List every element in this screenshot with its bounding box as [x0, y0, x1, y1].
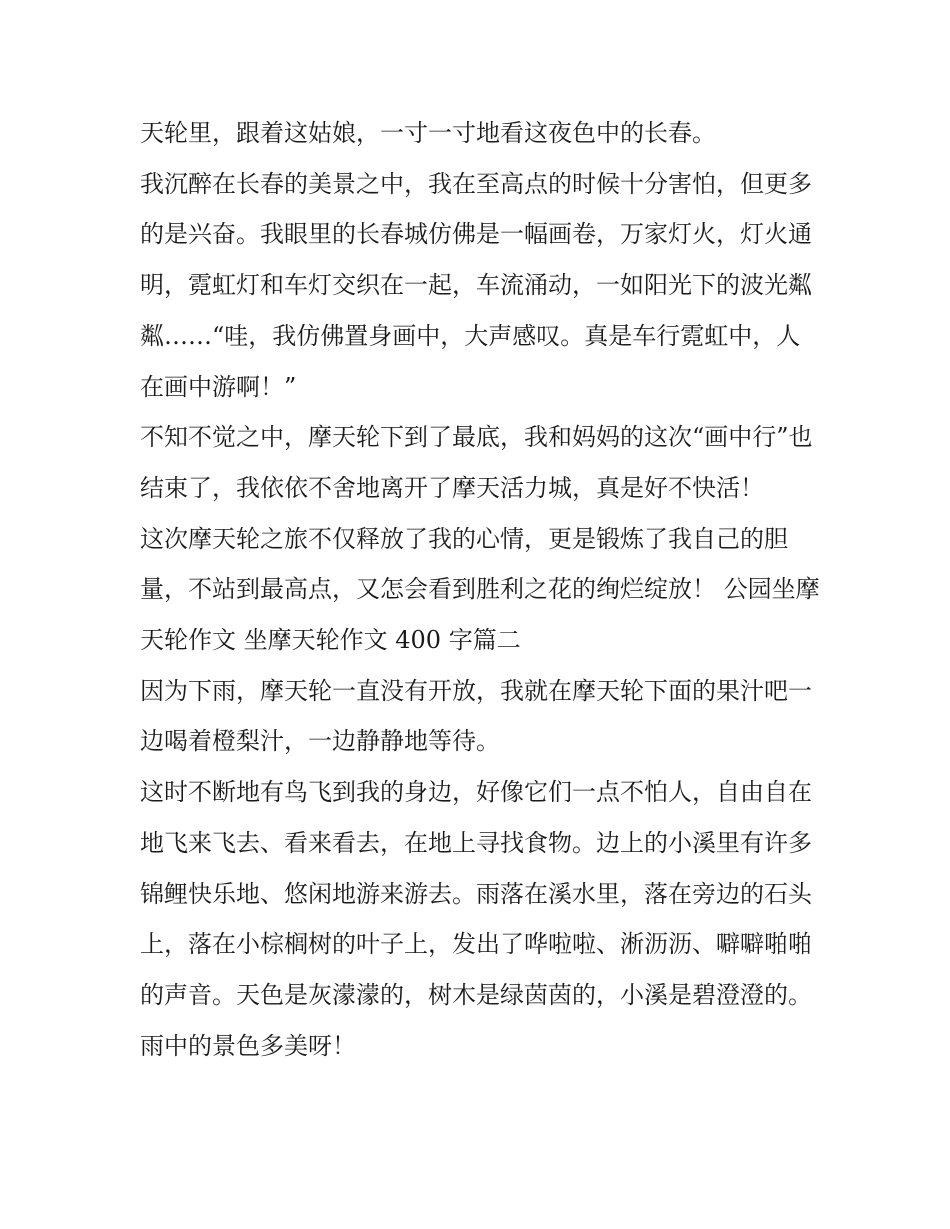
- paragraph-6: 这时不断地有鸟飞到我的身边，好像它们一点不怕人，自由自在地飞来飞去、看来看去，在地上寻找食物。边上的小溪里有许多锦鲤快乐地、悠闲地游来游去。雨落在溪水里，落在旁边的石头上，落在小棕榈树的叶子上，发出了哗啦啦、淅沥沥、噼噼啪啪的声音。天色是灰濛濛的，树木是绿茵茵的，小溪是碧澄澄的。雨中的景色多美呀！: [140, 778, 812, 1060]
- paragraph-4: 这次摩天轮之旅不仅释放了我的心情，更是锻炼了我自己的胆量，不站到最高点，又怎会看到胜利之花的绚烂绽放！ 公园坐摩天轮作文 坐摩天轮作文 400 字篇二: [140, 524, 820, 655]
- document-page: [140, 108, 820, 1071]
- paragraph-1: 天轮里，跟着这姑娘，一寸一寸地看这夜色中的长春。: [140, 119, 716, 147]
- paragraph-5: 因为下雨，摩天轮一直没有开放，我就在摩天轮下面的果汁吧一边喝着橙梨汁，一边静静地等待。: [140, 676, 812, 756]
- paragraph-3: 不知不觉之中，摩天轮下到了最底，我和妈妈的这次“画中行”也结束了，我依依不舍地离开了摩天活力城，真是好不快活！: [140, 423, 813, 502]
- paragraph-2: 我沉醉在长春的美景之中，我在至高点的时候十分害怕，但更多的是兴奋。我眼里的长春城仿佛是一幅画卷，万家灯火，灯火通明，霓虹灯和车灯交织在一起，车流涌动，一如阳光下的波光粼粼……“哇，我仿佛置身画中，大声感叹。真是车行霓虹中，人在画中游啊！”: [140, 169, 812, 401]
